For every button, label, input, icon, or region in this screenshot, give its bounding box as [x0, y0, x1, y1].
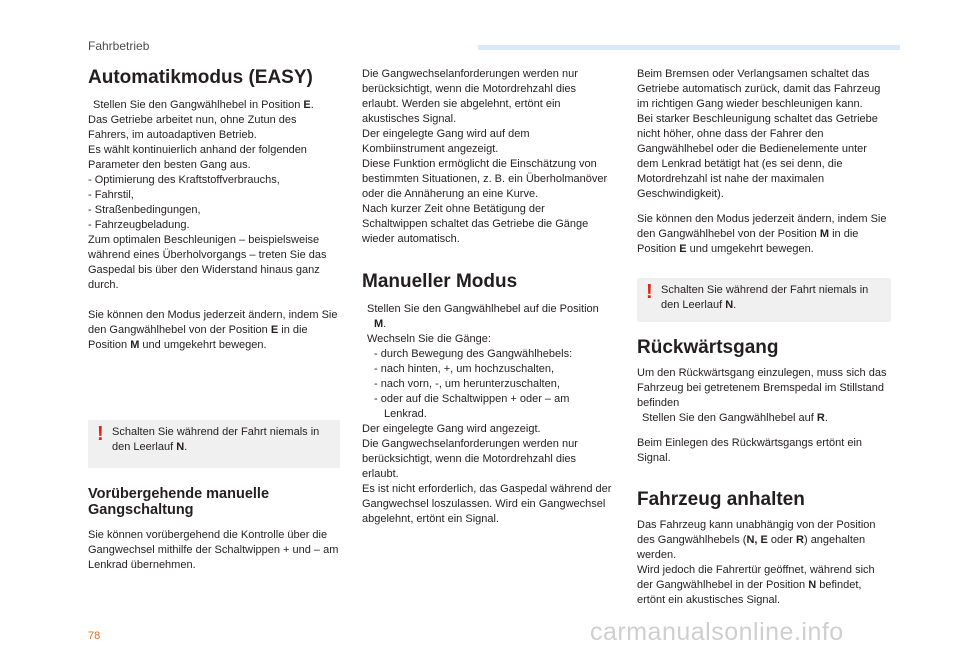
paragraph: Sie können den Modus jederzeit ändern, indem Sie den Gangwählhebel von der Position E in die Position M und umgekehrt bewegen. — [88, 309, 341, 351]
paragraph: Die Gangwechselanforderungen werden nur berücksichtigt, wenn die Motordrehzahl dies erlaubt. Werden sie abgelehnt, ertönt ein akustisches Signal. — [362, 68, 581, 125]
column-left — [88, 62, 340, 353]
warning-box: ! Schalten Sie während der Fahrt niemals in den Leerlauf N. — [88, 420, 340, 468]
paragraph: Beim Einlegen des Rückwärtsgangs ertönt ein Signal. — [637, 437, 866, 464]
instruction-step: Wechseln Sie die Gänge: — [367, 333, 491, 345]
automatic-mode-title: Automatikmodus (EASY) — [88, 67, 313, 88]
reverse-gear-title: Rückwärtsgang — [637, 337, 779, 358]
section-header: Fahrbetrieb — [88, 39, 150, 53]
paragraph: Die Gangwechselanforderungen werden nur berücksichtigt, wenn die Motordrehzahl dies erlaubt. — [362, 438, 581, 480]
instruction-step: Stellen Sie den Gangwählhebel in Position E. — [93, 99, 314, 111]
column-left-lower — [88, 486, 340, 573]
watermark: carmanualsonline.info — [590, 618, 844, 646]
paragraph: Das Fahrzeug kann unabhängig von der Position des Gangwählhebels (N, E oder R) angehalten werden. — [637, 519, 879, 561]
list-item: - Straßenbedingungen, — [88, 204, 201, 216]
paragraph: Zum optimalen Beschleunigen – beispielsweise während eines Überholvorgangs – treten Sie das Gaspedal bis über den Widerstand hinaus ganz durch. — [88, 234, 330, 291]
paragraph: Sie können vorübergehend die Kontrolle über die Gangwechsel mithilfe der Schaltwippen + und – am Lenkrad übernehmen. — [88, 529, 342, 571]
warning-icon: ! — [97, 423, 104, 445]
list-item: - oder auf die Schaltwippen + oder – am Lenkrad. — [374, 393, 573, 420]
paragraph: Um den Rückwärtsgang einzulegen, muss sich das Fahrzeug bei getretenem Bremspedal im Stillstand befinden — [637, 367, 890, 409]
paragraph: Es wählt kontinuierlich anhand der folgenden Parameter den besten Gang aus. — [88, 144, 310, 171]
column-right — [637, 67, 891, 257]
paragraph: Nach kurzer Zeit ohne Betätigung der Schaltwippen schaltet das Getriebe die Gänge wieder automatisch. — [362, 203, 592, 245]
instruction-step: Stellen Sie den Gangwählhebel auf R. — [642, 412, 828, 424]
list-item: - nach vorn, -, um herunterzuschalten, — [374, 378, 560, 390]
list-item: - nach hinten, +, um hochzuschalten, — [374, 363, 555, 375]
gear-change-list — [362, 347, 612, 422]
paragraph: Sie können den Modus jederzeit ändern, indem Sie den Gangwählhebel von der Position M in die Position E und umgekehrt bewegen. — [637, 213, 890, 255]
stopping-vehicle-title: Fahrzeug anhalten — [637, 489, 805, 510]
manual-mode-title: Manueller Modus — [362, 271, 518, 292]
instruction-step: Stellen Sie den Gangwählhebel auf die Position M. — [367, 303, 602, 330]
paragraph: Bei starker Beschleunigung schaltet das Getriebe nicht höher, ohne dass der Fahrer den Gangwählhebel oder die Bedienelemente unter dem Lenkrad betätigt hat (es sei denn, die Motordrehzahl ist nahe der maximalen Geschwindigkeit). — [637, 113, 881, 200]
warning-box: ! Schalten Sie während der Fahrt niemals in den Leerlauf N. — [637, 278, 891, 322]
list-item: - durch Bewegung des Gangwählhebels: — [374, 348, 573, 360]
warning-icon: ! — [646, 281, 653, 303]
paragraph: Diese Funktion ermöglicht die Einschätzung von bestimmten Situationen, z. B. ein Überholmanöver oder die Annäherung an eine Kurve. — [362, 158, 611, 200]
paragraph: Beim Bremsen oder Verlangsamen schaltet das Getriebe automatisch zurück, damit das Fahrzeug im richtigen Gang wieder beschleunigen kann. — [637, 68, 884, 110]
list-item: - Fahrzeugbeladung. — [88, 219, 190, 231]
paragraph: Der eingelegte Gang wird auf dem Kombiinstrument angezeigt. — [362, 128, 533, 155]
list-item: - Fahrstil, — [88, 189, 134, 201]
paragraph: Das Getriebe arbeitet nun, ohne Zutun des Fahrers, im autoadaptiven Betrieb. — [88, 114, 300, 141]
header-divider — [478, 45, 900, 50]
paragraph: Es ist nicht erforderlich, das Gaspedal während der Gangwechsel loszulassen. Wird ein Gangwechsel abgelehnt, ertönt ein Signal. — [362, 483, 615, 525]
column-middle — [362, 67, 615, 527]
temporary-manual-title: Vorübergehende manuelle Gangschaltung — [88, 486, 270, 518]
list-item: - Optimierung des Kraftstoffverbrauchs, — [88, 174, 280, 186]
page-number: 78 — [88, 630, 101, 642]
paragraph: Der eingelegte Gang wird angezeigt. — [362, 423, 541, 435]
column-right-lower — [637, 336, 891, 608]
parameter-list — [88, 173, 340, 233]
paragraph: Wird jedoch die Fahrertür geöffnet, während sich der Gangwählhebel in der Position N befindet, ertönt ein akustisches Signal. — [637, 564, 878, 606]
